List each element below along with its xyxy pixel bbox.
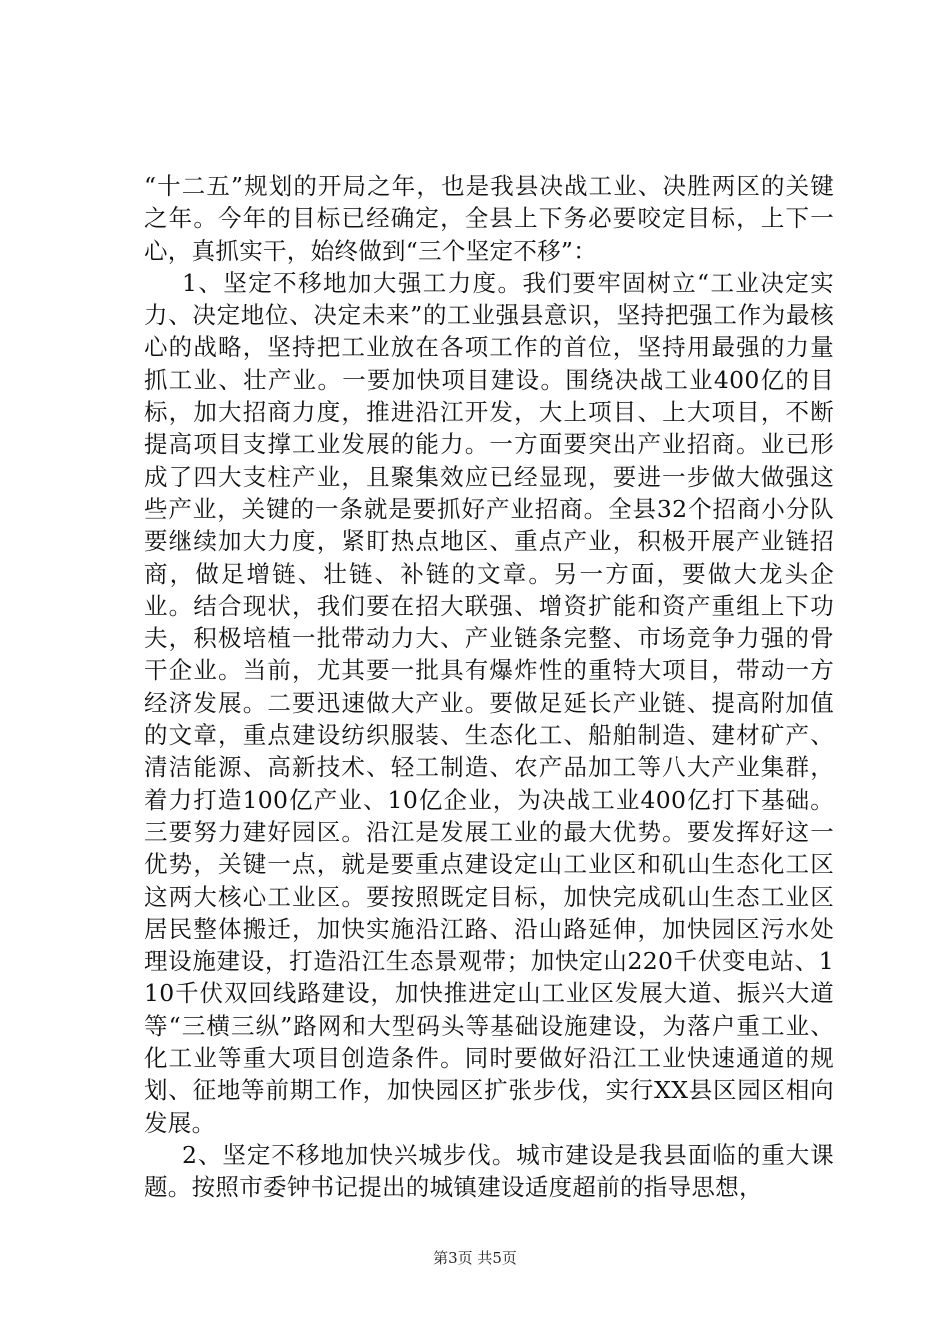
paragraph-city: 2、坚定不移地加快兴城步伐。城市建设是我县面临的重大课题。按照市委钟书记提出的城镇建设适度超前的指导思想， (144, 1140, 834, 1202)
paragraph-intro: “十二五”规划的开局之年，也是我县决战工业、决胜两区的关键之年。今年的目标已经确定，全县上下务必要咬定目标，上下一心，真抓实干，始终做到“三个坚定不移”： (144, 172, 834, 265)
page-number-footer: 第3页 共5页 (433, 1249, 517, 1267)
document-body (144, 170, 834, 1204)
paragraph-industry: 1、坚定不移地加大强工力度。我们要牢固树立“工业决定实力、决定地位、决定未来”的工业强县意识，坚持把强工作为最核心的战略，坚持把工业放在各项工作的首位，坚持用最强的力量抓工业、壮产业。一要加快项目建设。围绕决战工业400亿的目标，加大招商力度，推进沿江开发，大上项目、上大项目，不断提高项目支撑工业发展的能力。一方面要突出产业招商。业已形成了四大支柱产业，且聚集效应已经显现，要进一步做大做强这些产业，关键的一条就是要抓好产业招商。全县32个招商小分队要继续加大力度，紧盯热点地区、重点产业，积极开展产业链招商，做足增链、壮链、补链的文章。另一方面，要做大龙头企业。结合现状，我们要在招大联强、增资扩能和资产重组上下功夫，积极培植一批带动力大、产业链条完整、市场竞争力强的骨干企业。当前，尤其要一批具有爆炸性的重特大项目，带动一方经济发展。二要迅速做大产业。要做足延长产业链、提高附加值的文章，重点建设纺织服装、生态化工、船舶制造、建材矿产、清洁能源、高新技术、轻工制造、农产品加工等八大产业集群，着力打造100亿产业、10亿企业，为决战工业400亿打下基础。三要努力建好园区。沿江是发展工业的最大优势。要发挥好这一优势，关键一点，就是要重点建设定山工业区和矶山生态化工区这两大核心工业区。要按照既定目标，加快完成矶山生态工业区居民整体搬迁，加快实施沿江路、沿山路延伸，加快园区污水处理设施建设，打造沿江生态景观带；加快定山220千伏变电站、110千伏双回线路建设，加快推进定山工业区发展大道、振兴大道等“三横三纵”路网和大型码头等基础设施建设，为落户重工业、化工业等重大项目创造条件。同时要做好沿江工业快速通道的规划、征地等前期工作，加快园区扩张步伐，实行XX县区园区相向发展。 (144, 268, 834, 1137)
